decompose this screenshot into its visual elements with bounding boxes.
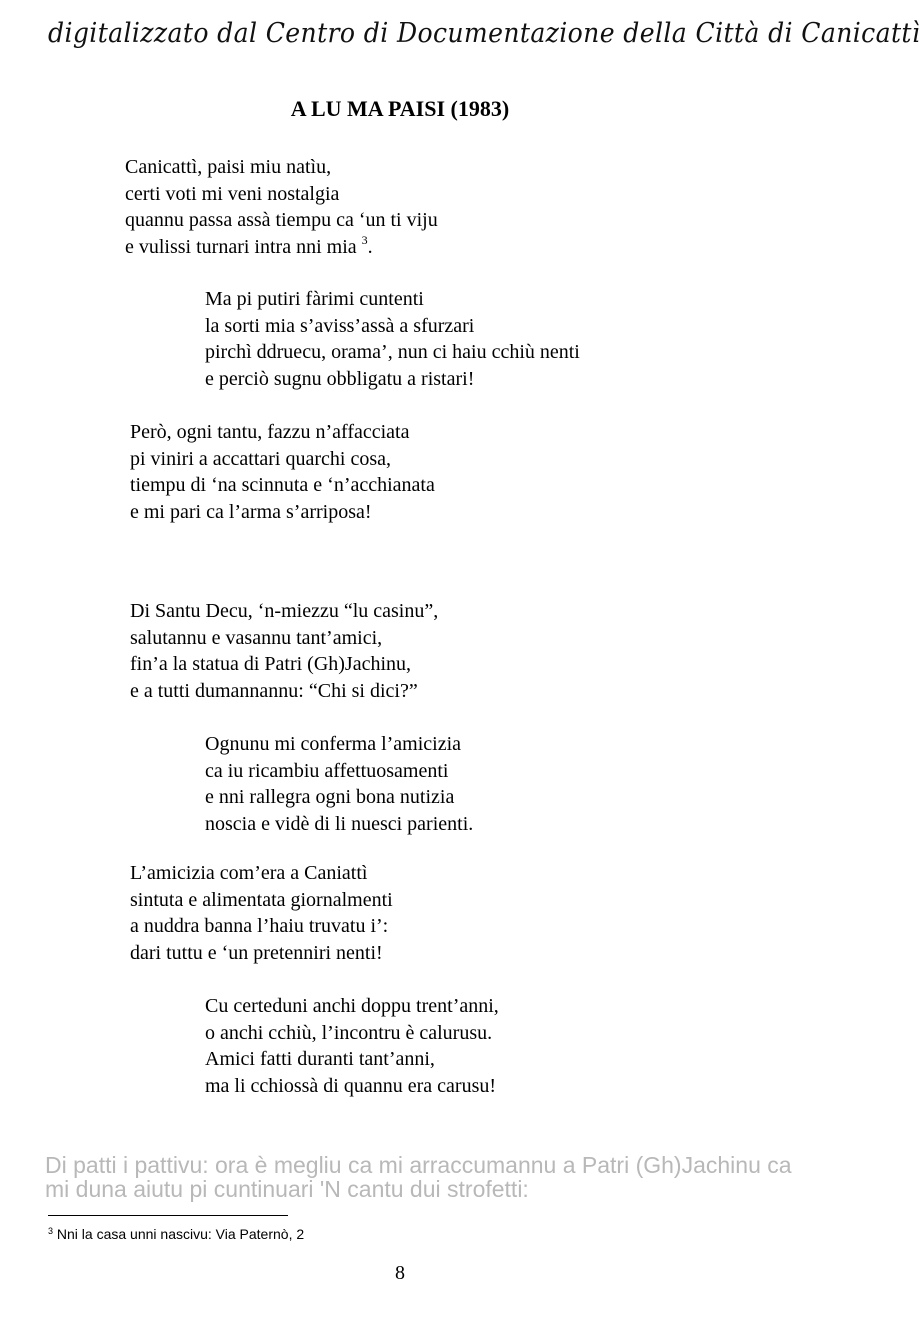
verse-line: Però, ogni tantu, fazzu n’affacciata xyxy=(130,421,410,443)
verse-line: Canicattì, paisi miu natìu, xyxy=(125,156,332,178)
verse-line: e perciò sugnu obbligatu a ristari! xyxy=(205,367,475,390)
stanza-1 xyxy=(125,154,438,260)
footnote-mark: 3 xyxy=(48,1226,54,1236)
verse-line: L’amicizia com’era a Caniattì xyxy=(130,862,368,884)
poem-title: A LU MA PAISI (1983) xyxy=(290,96,510,121)
verse-line: Ma pi putiri fàrimi cuntenti xyxy=(205,288,424,310)
stanza-4 xyxy=(130,598,438,704)
verse-line: sintuta e alimentata giornalmenti xyxy=(130,888,393,911)
verse-line: a nuddra banna l’haiu truvatu i’: xyxy=(130,915,389,938)
verse-line: e nni rallegra ogni bona nutizia xyxy=(205,786,455,809)
stanza-7 xyxy=(205,993,499,1099)
stanza-5 xyxy=(205,731,473,837)
verse-line: Amici fatti duranti tant’anni, xyxy=(205,1048,435,1071)
verse-line: e vulissi turnari intra nni mia xyxy=(125,235,357,258)
verse-line: tiempu di ‘na scinnuta e ‘n’acchianata xyxy=(130,474,435,497)
verse-line: certi voti mi veni nostalgia xyxy=(125,182,340,205)
verse-line: la sorti mia s’aviss’assà a sfurzari xyxy=(205,314,475,337)
footnote-reference: 3 xyxy=(361,232,368,247)
verse-line: pi viniri a accattari quarchi cosa, xyxy=(130,447,391,470)
verse-line: ca iu ricambiu affettuosamenti xyxy=(205,759,449,782)
footnote xyxy=(48,1226,304,1242)
footnote-text: Nni la casa unni nascivu: Via Paternò, 2 xyxy=(56,1226,305,1242)
verse-line-with-footnote xyxy=(125,234,438,261)
bleed-through-text xyxy=(45,1152,792,1202)
verse-line: Cu certeduni anchi doppu trent’anni, xyxy=(205,995,499,1017)
stanza-3 xyxy=(130,419,435,525)
verse-line: ma li cchiossà di quannu era carusu! xyxy=(205,1074,497,1097)
verse-line: quannu passa assà tiempu ca ‘un ti viju xyxy=(125,209,438,232)
stanza-6 xyxy=(130,860,393,966)
stanza-2 xyxy=(205,286,580,392)
verse-line-end: . xyxy=(367,235,373,258)
page-number: 8 xyxy=(395,1262,405,1284)
footnote-separator xyxy=(48,1215,288,1216)
verse-line: Di Santu Decu, ‘n-miezzu “lu casinu”, xyxy=(130,600,439,622)
digitization-header: digitalizzato dal Centro di Documentazione della Città di Canicattì xyxy=(48,18,920,49)
verse-line: fin’a la statua di Patri (Gh)Jachinu, xyxy=(130,653,412,676)
bleed-through-line: Di patti i pattivu: ora è megliu ca mi arraccumannu a Patri (Gh)Jachinu ca xyxy=(45,1152,792,1178)
verse-line: e a tutti dumannannu: “Chi si dici?” xyxy=(130,679,418,702)
verse-line: noscia e vidè di li nuesci parienti. xyxy=(205,812,474,835)
bleed-through-line: mi duna aiutu pi cuntinuari 'N cantu dui strofetti: xyxy=(45,1176,529,1202)
verse-line: o anchi cchiù, l’incontru è calurusu. xyxy=(205,1021,493,1044)
verse-line: Ognunu mi conferma l’amicizia xyxy=(205,733,462,755)
verse-line: salutannu e vasannu tant’amici, xyxy=(130,626,383,649)
verse-line: dari tuttu e ‘un pretenniri nenti! xyxy=(130,941,383,964)
verse-line: e mi pari ca l’arma s’arriposa! xyxy=(130,500,372,523)
verse-line: pirchì ddruecu, orama’, nun ci haiu cchiù nenti xyxy=(205,341,580,364)
